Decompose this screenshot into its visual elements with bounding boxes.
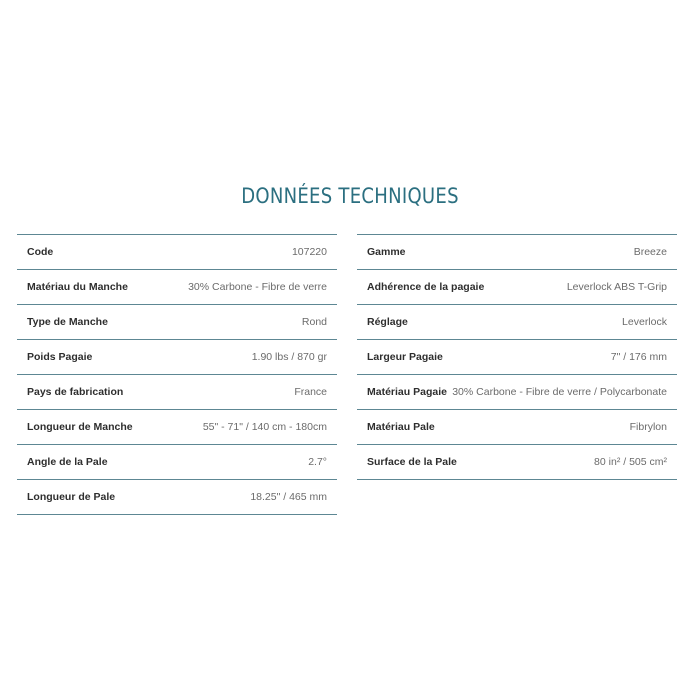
spec-value: Rond: [301, 316, 327, 328]
spec-label: Poids Pagaie: [27, 351, 93, 363]
spec-label: Largeur Pagaie: [367, 351, 443, 363]
spec-value: 55" - 71" / 140 cm - 180cm: [202, 421, 327, 433]
spec-row: [17, 270, 337, 305]
spec-label: Adhérence de la pagaie: [367, 281, 485, 293]
spec-value: 80 in² / 505 cm²: [594, 456, 667, 468]
spec-value: 7" / 176 mm: [610, 351, 667, 363]
specs-table-left: [17, 234, 337, 515]
spec-row: [17, 375, 337, 410]
spec-row: [17, 305, 337, 340]
spec-label: Matériau Pale: [367, 421, 435, 433]
spec-value: France: [294, 386, 327, 398]
spec-row: [357, 340, 677, 375]
spec-label: Matériau Pagaie: [367, 386, 447, 398]
spec-label: Surface de la Pale: [367, 456, 457, 468]
spec-row: [17, 480, 337, 515]
spec-value: Leverlock: [622, 316, 667, 328]
spec-value: 107220: [291, 246, 327, 258]
spec-row: [17, 340, 337, 375]
spec-row: [357, 235, 677, 270]
spec-row: [357, 270, 677, 305]
spec-value: 2.7°: [308, 456, 327, 468]
spec-value: Leverlock ABS T-Grip: [566, 281, 667, 293]
spec-value: 18.25" / 465 mm: [250, 491, 327, 503]
spec-value: Fibrylon: [629, 421, 667, 433]
spec-label: Code: [27, 246, 54, 258]
spec-label: Gamme: [367, 246, 406, 258]
spec-row: [357, 375, 677, 410]
spec-value: 1.90 lbs / 870 gr: [251, 351, 327, 363]
spec-label: Longueur de Manche: [27, 421, 133, 433]
specs-table-right: [357, 234, 677, 480]
spec-label: Angle de la Pale: [27, 456, 108, 468]
spec-label: Réglage: [367, 316, 408, 328]
page-title: DONNÉES TECHNIQUES: [241, 184, 459, 208]
spec-row: [357, 445, 677, 480]
spec-label: Pays de fabrication: [27, 386, 124, 398]
spec-row: [17, 445, 337, 480]
spec-label: Type de Manche: [27, 316, 108, 328]
spec-row: [357, 305, 677, 340]
spec-label: Longueur de Pale: [27, 491, 116, 503]
spec-label: Matériau du Manche: [27, 281, 128, 293]
spec-value: 30% Carbone - Fibre de verre: [188, 281, 327, 293]
spec-row: [17, 410, 337, 445]
spec-value: Breeze: [633, 246, 667, 258]
spec-value: 30% Carbone - Fibre de verre / Polycarbonate: [452, 386, 667, 398]
spec-row: [17, 235, 337, 270]
spec-row: [357, 410, 677, 445]
